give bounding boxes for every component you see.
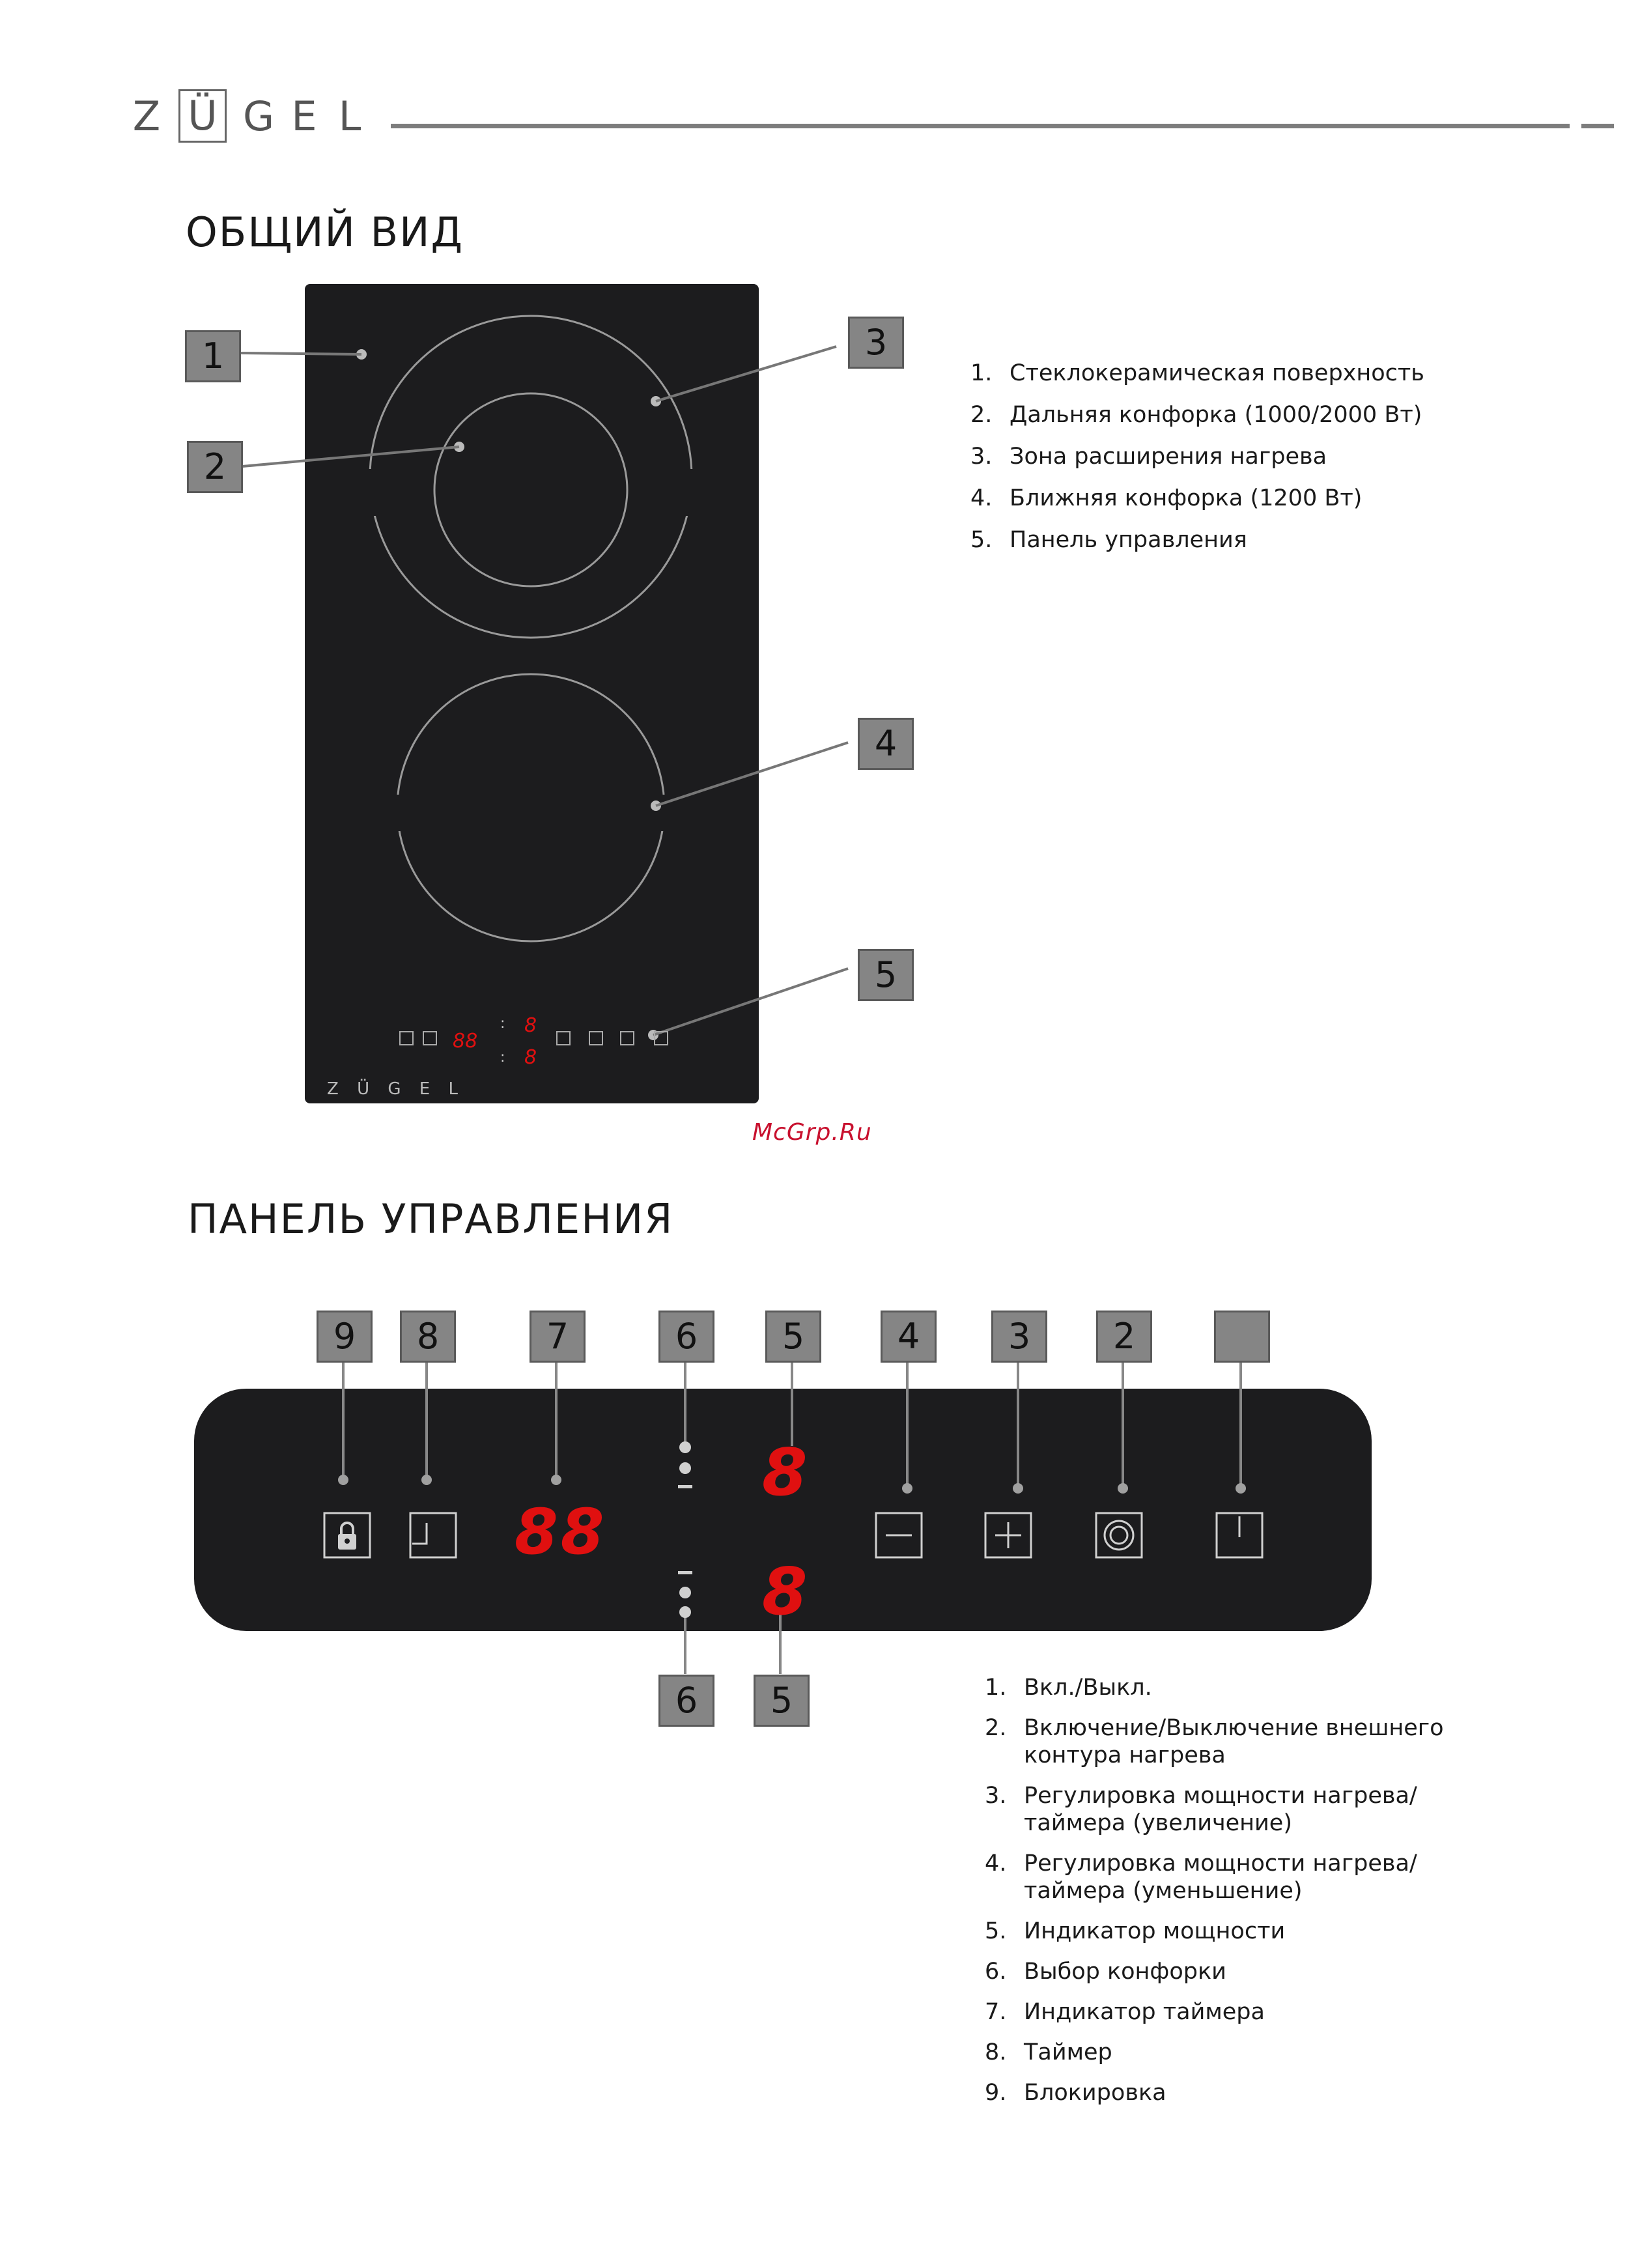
logo-letter: Z: [132, 92, 161, 140]
callout-5: 5: [858, 949, 914, 1001]
watermark: McGrp.Ru: [752, 1119, 872, 1146]
overview-title: ОБЩИЙ ВИД: [186, 208, 464, 256]
power-display-bottom: 8: [762, 1553, 808, 1630]
logo-letter-boxed: Ü: [178, 89, 227, 143]
logo-letter: L: [338, 92, 361, 140]
control-panel-title: ПАНЕЛЬ УПРАВЛЕНИЯ: [188, 1195, 674, 1243]
zone-dot: [679, 1587, 691, 1598]
panel-callout-5-bottom: 5: [754, 1675, 810, 1727]
panel-callout-2: 2: [1096, 1311, 1152, 1363]
svg-text:8: 8: [524, 1046, 537, 1069]
legend-item: 2. Включение/Выключение внешнего контура нагрева: [985, 1715, 1444, 1768]
legend-item: 4. Ближняя конфорка (1200 Вт): [970, 485, 1363, 511]
legend-item: 5. Панель управления: [970, 527, 1247, 553]
timer-display: 88: [515, 1495, 607, 1568]
panel-callout-7: 7: [530, 1311, 586, 1363]
svg-text:8: 8: [524, 1014, 537, 1037]
panel-callout-6: 6: [658, 1311, 714, 1363]
hob-surface: [305, 284, 759, 1103]
panel-callout-8: 8: [400, 1311, 456, 1363]
panel-callout-9: 9: [317, 1311, 373, 1363]
legend-item: 8. Таймер: [985, 2039, 1112, 2065]
logo-letter: G: [242, 92, 275, 140]
callout-1: 1: [185, 330, 241, 382]
legend-item: 2. Дальняя конфорка (1000/2000 Вт): [970, 402, 1422, 428]
zone-dash: [678, 1571, 692, 1574]
svg-text:88: 88: [453, 1030, 478, 1053]
panel-callout-5: 5: [765, 1311, 821, 1363]
legend-item: 1. Вкл./Выкл.: [985, 1675, 1152, 1701]
callout-4: 4: [858, 718, 914, 770]
panel-callout-3: 3: [991, 1311, 1047, 1363]
svg-text::: :: [500, 1015, 505, 1032]
power-display-top: 8: [762, 1434, 808, 1510]
callout-3: 3: [848, 317, 904, 369]
logo-letter: E: [291, 92, 317, 140]
legend-item: 9. Блокировка: [985, 2080, 1166, 2106]
zone-dash: [678, 1485, 692, 1488]
legend-item: 4. Регулировка мощности нагрева/ таймера (уменьшение): [985, 1850, 1417, 1904]
panel-callout-1: [1214, 1311, 1270, 1363]
zone-dot: [679, 1441, 691, 1453]
legend-item: 7. Индикатор таймера: [985, 1999, 1265, 2025]
svg-text::: :: [500, 1049, 505, 1066]
legend-item: 1. Стеклокерамическая поверхность: [970, 360, 1424, 386]
svg-text:Z Ü G E L: Z Ü G E L: [327, 1079, 464, 1099]
overview-legend: [970, 360, 1557, 568]
zone-dot: [679, 1462, 691, 1474]
panel-callout-4: 4: [881, 1311, 937, 1363]
legend-item: 5. Индикатор мощности: [985, 1918, 1286, 1944]
legend-item: 6. Выбор конфорки: [985, 1959, 1226, 1985]
panel-callout-6-bottom: 6: [658, 1675, 714, 1727]
control-panel-legend: [985, 1674, 1519, 2119]
zone-dot: [679, 1606, 691, 1618]
legend-item: 3. Зона расширения нагрева: [970, 444, 1327, 470]
callout-2: 2: [187, 441, 243, 493]
legend-item: 3. Регулировка мощности нагрева/ таймера (увеличение): [985, 1783, 1417, 1836]
